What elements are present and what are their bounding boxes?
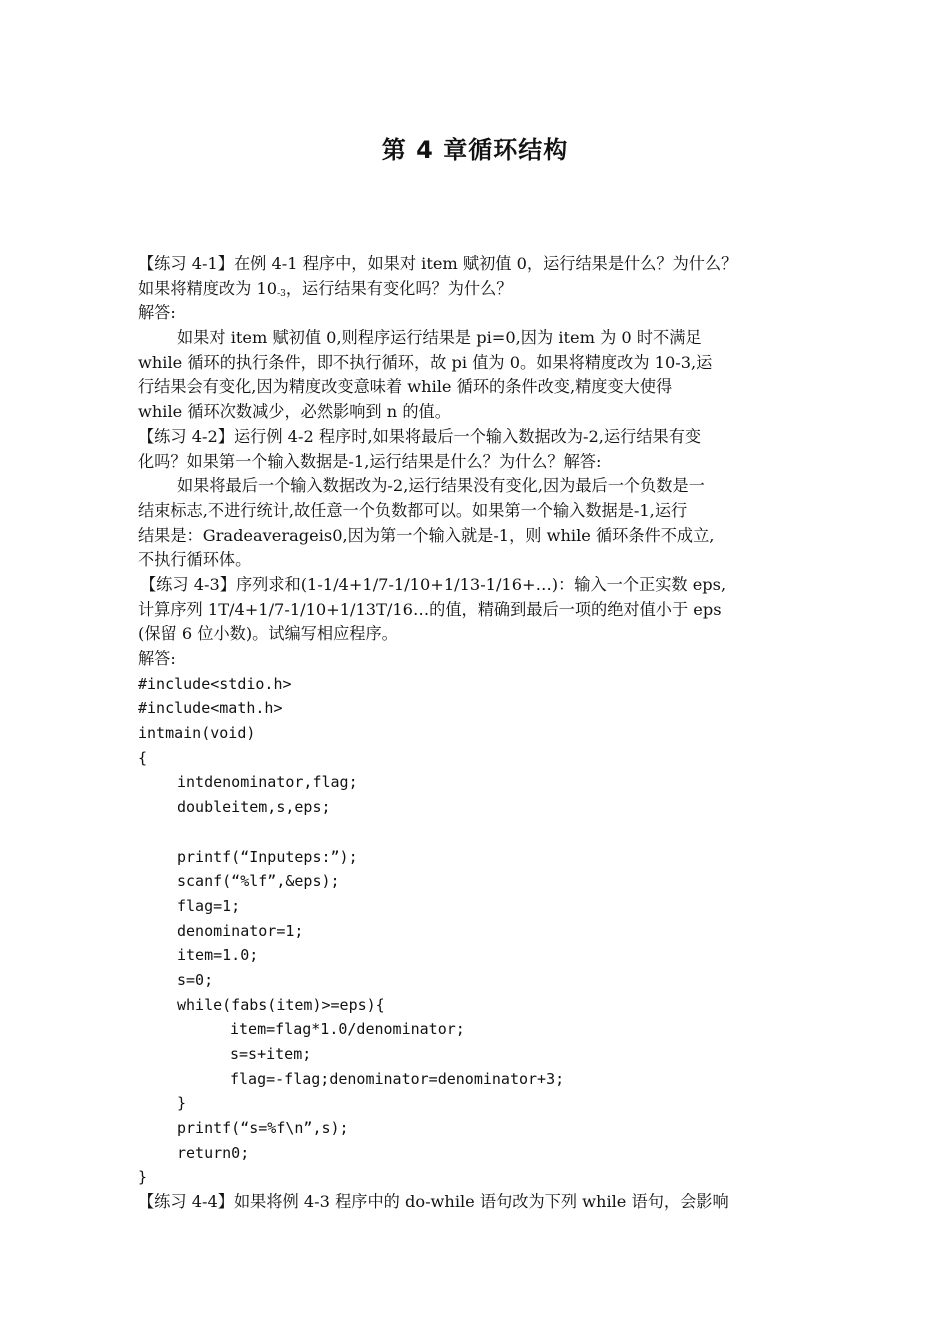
code-line: denominator=1; bbox=[177, 921, 304, 940]
exercise-4-2-question-line-1: 【练习 4-2】运行例 4-2 程序时,如果将最后一个输入数据改为-2,运行结果有变 bbox=[138, 426, 702, 446]
exercise-4-1-question-text: 如果将精度改为 10 bbox=[138, 278, 278, 298]
code-line: } bbox=[177, 1094, 187, 1113]
exercise-4-3-question-line-2: 计算序列 1T/4+1/7-1/10+1/13T/16…的值，精确到最后一项的绝对值小于 eps bbox=[138, 599, 722, 619]
exponent-superscript: -3 bbox=[277, 288, 286, 299]
exercise-4-2-answer-line-1: 如果将最后一个输入数据改为-2,运行结果没有变化,因为最后一个负数是一 bbox=[177, 476, 705, 496]
code-line: scanf(“%lf”,&eps); bbox=[177, 872, 340, 891]
code-line: printf(“Inputeps:”); bbox=[177, 847, 358, 866]
code-line: printf(“s=%f\n”,s); bbox=[177, 1119, 349, 1138]
code-line: return0; bbox=[177, 1143, 250, 1162]
code-line: intmain(void) bbox=[138, 724, 256, 743]
exercise-4-1-question-line-1: 【练习 4-1】在例 4-1 程序中，如果对 item 赋初值 0，运行结果是什么？为什么？ bbox=[138, 254, 738, 273]
chapter-title: 第 4 章循环结构 bbox=[381, 136, 569, 164]
exercise-4-1-answer-line-2: while 循环的执行条件，即不执行循环，故 pi 值为 0。如果将精度改为 10-3,运 bbox=[138, 352, 713, 372]
code-line: item=flag*1.0/denominator; bbox=[230, 1020, 465, 1039]
exercise-4-1-answer-line-4: while 循环次数减少，必然影响到 n 的值。 bbox=[138, 402, 451, 422]
code-blank-line bbox=[138, 820, 818, 845]
code-line: } bbox=[138, 1168, 148, 1187]
code-line: item=1.0; bbox=[177, 946, 259, 965]
code-line: flag=-flag;denominator=denominator+3; bbox=[230, 1069, 565, 1088]
code-line: s=s+item; bbox=[230, 1045, 312, 1063]
answer-label: 解答: bbox=[138, 303, 176, 323]
code-line: while(fabs(item)>=eps){ bbox=[177, 995, 385, 1014]
answer-label: 解答: bbox=[138, 649, 176, 668]
exercise-4-1-answer-line-1: 如果对 item 赋初值 0,则程序运行结果是 pi=0,因为 item 为 0 时不满足 bbox=[177, 328, 702, 348]
exercise-4-2-question-line-2: 化吗？如果第一个输入数据是-1,运行结果是什么？为什么？解答: bbox=[138, 451, 602, 471]
code-line: intdenominator,flag; bbox=[177, 773, 358, 792]
exercise-4-1-question-text-end: ，运行结果有变化吗？为什么？ bbox=[285, 278, 513, 298]
exercise-4-2-answer-line-4: 不执行循环体。 bbox=[138, 550, 252, 570]
code-line: doubleitem,s,eps; bbox=[177, 798, 331, 817]
code-line: s=0; bbox=[177, 970, 214, 989]
exercise-4-3-question-line-3: (保留 6 位小数)。试编写相应程序。 bbox=[138, 624, 398, 644]
code-line: { bbox=[138, 748, 148, 767]
code-line: #include<math.h> bbox=[138, 699, 283, 718]
exercise-4-2-answer-line-3: 结果是：Gradeaverageis0,因为第一个输入就是-1，则 while 循环条件不成立, bbox=[138, 525, 715, 545]
exercise-4-1-answer-line-3: 行结果会有变化,因为精度改变意味着 while 循环的条件改变,精度变大使得 bbox=[138, 377, 673, 397]
code-line: #include<stdio.h> bbox=[138, 674, 292, 693]
document-body bbox=[138, 252, 818, 1215]
exercise-4-2-answer-line-2: 结束标志,不进行统计,故任意一个负数都可以。如果第一个输入数据是-1,运行 bbox=[138, 500, 688, 520]
code-line: flag=1; bbox=[177, 896, 241, 915]
exercise-4-4-question-line-1: 【练习 4-4】如果将例 4-3 程序中的 do-while 语句改为下列 while 语句，会影响 bbox=[138, 1192, 729, 1212]
exercise-4-1-question-line-2 bbox=[138, 277, 818, 302]
exercise-4-3-question-line-1: 【练习 4-3】序列求和(1-1/4+1/7-1/10+1/13-1/16+…)：输入一个正实数 eps, bbox=[140, 574, 727, 594]
